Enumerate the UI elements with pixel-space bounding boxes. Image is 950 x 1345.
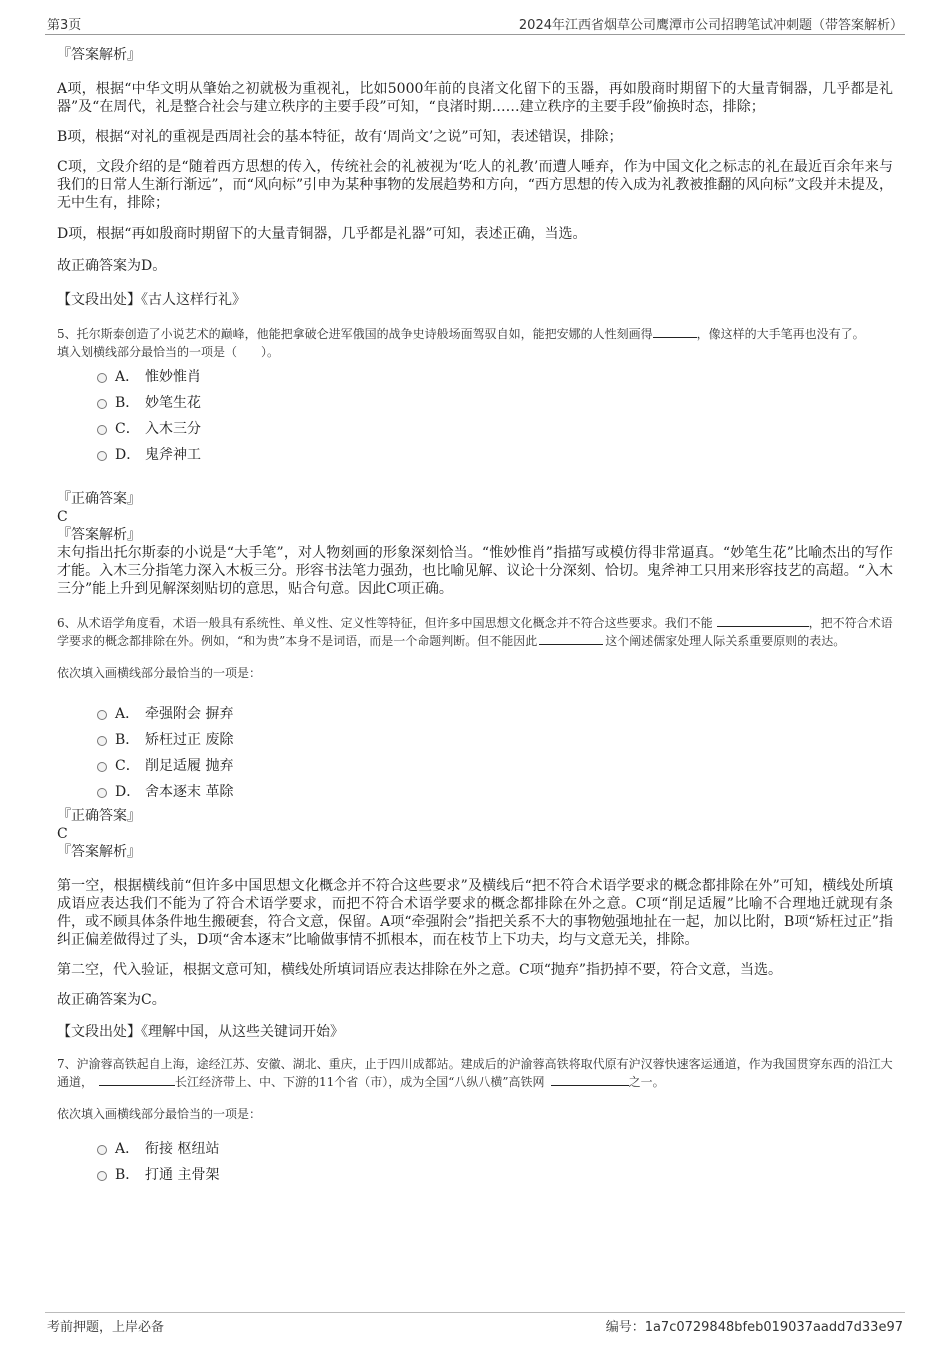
fill-blank [551, 1073, 629, 1086]
question-6-analysis-2: 第二空，代入验证，根据文意可知，横线处所填词语应表达排除在外之意。C项“抛弃”指扔掉不要，符合文意，当选。 [57, 962, 783, 978]
footer-slogan: 考前押题，上岸必备 [47, 1320, 165, 1335]
document-id: 编号：1a7c0729848bfeb019037aadd7d33e97 [605, 1320, 903, 1335]
fill-blank [99, 1073, 175, 1086]
radio-icon[interactable] [97, 762, 107, 772]
option-b[interactable]: B． 妙笔生花 [57, 390, 893, 416]
question-7-options [57, 1136, 893, 1188]
radio-icon[interactable] [97, 788, 107, 798]
analysis-paragraph-b: B项，根据“对礼的重视是西周社会的基本特征，故有‘周尚文’之说”可知，表述错误，排除； [57, 129, 623, 145]
document-title: 2024年江西省烟草公司鹰潭市公司招聘笔试冲刺题（带答案解析） [518, 18, 903, 33]
radio-icon[interactable] [97, 1171, 107, 1181]
question-7-instruction: 依次填入画横线部分最恰当的一项是： [57, 1107, 262, 1121]
analysis-paragraph-a: A项，根据“中华文明从肇始之初就极为重视礼，比如5000年前的良渚文化留下的玉器，再如殷商时期留下的大量青铜器，几乎都是礼器”及“在周代，礼是整合社会与建立秩序的主要手段”可知，“良渚时期……建立秩序的主要手段”偷换时态，排除； [57, 81, 893, 115]
question-5-options [57, 364, 893, 468]
question-6-stem: 6、从术语学角度看，术语一般具有系统性、单义性、定义性等特征，但许多中国思想文化概念并不符合这些要求。我们不能 ，把不符合术语学要求的概念都排除在外。例如，“和为贵”本身不是词语，而是一个命题判断。但不能因此 这个阐述儒家处理人际关系重要原则的表达。 [57, 616, 893, 648]
option-c[interactable]: C． 削足适履 抛弃 [57, 753, 893, 779]
option-d[interactable]: D． 鬼斧神工 [57, 442, 893, 468]
fill-blank [539, 632, 603, 645]
analysis-label: 『答案解析』 [57, 47, 141, 63]
correct-answer: C [57, 826, 68, 842]
question-5-stem: 5、托尔斯泰创造了小说艺术的巅峰，他能把拿破仑进军俄国的战争史诗般场面驾驭自如，能把安娜的人性刻画得 ，像这样的大手笔再也没有了。 [57, 327, 865, 341]
conclusion: 故正确答案为D。 [57, 258, 167, 274]
question-7-stem: 7、沪渝蓉高铁起自上海，途经江苏、安徽、湖北、重庆，止于四川成都站。建成后的沪渝蓉高铁将取代原有沪汉蓉快速客运通道，作为我国贯穿东西的沿江大通道， 长江经济带上、中、下游的11个省（市），成为全国“八纵八横”高铁网 之一。 [57, 1057, 893, 1089]
correct-answer-label: 『正确答案』 [57, 808, 141, 824]
radio-icon[interactable] [97, 373, 107, 383]
fill-blank [653, 325, 697, 338]
conclusion: 故正确答案为C。 [57, 992, 166, 1008]
page-header [45, 12, 905, 35]
radio-icon[interactable] [97, 1145, 107, 1155]
radio-icon[interactable] [97, 451, 107, 461]
option-d[interactable]: D． 舍本逐末 革除 [57, 779, 893, 805]
option-b[interactable]: B． 打通 主骨架 [57, 1162, 893, 1188]
radio-icon[interactable] [97, 425, 107, 435]
radio-icon[interactable] [97, 399, 107, 409]
document-body [57, 44, 893, 1188]
analysis-paragraph-d: D项，根据“再如殷商时期留下的大量青铜器，几乎都是礼器”可知，表述正确，当选。 [57, 226, 587, 242]
correct-answer-label: 『正确答案』 [57, 491, 141, 507]
page-footer [45, 1312, 905, 1337]
source-citation: 【文段出处】《古人这样行礼》 [57, 292, 246, 308]
analysis-paragraph-c: C项，文段介绍的是“随着西方思想的传入，传统社会的礼被视为‘吃人的礼教’而遭人唾弃，作为中国文化之标志的礼在最近百余年来与我们的日常人生渐行渐远”，而“风向标”引申为某种事物的发展趋势和方向，“西方思想的传入成为礼教被推翻的风向标”文段并未提及，无中生有，排除； [57, 159, 893, 211]
question-6-analysis-1: 第一空，根据横线前“但许多中国思想文化概念并不符合这些要求”及横线后“把不符合术语学要求的概念都排除在外”可知，横线处所填成语应表达我们不能为了符合术语学要求，而把不符合术语学要求的概念都排除在外之意。C项“削足适履”比喻不合理地迁就现有条件，或不顾具体条件地生搬硬套，符合文意，保留。A项“牵强附会”指把关系不大的事物勉强地扯在一起，加以比附，B项“矫枉过正”指纠正偏差做得过了头，D项“舍本逐末”比喻做事情不抓根本，而在枝节上下功夫，均与文意无关，排除。 [57, 878, 893, 948]
analysis-label: 『答案解析』 [57, 844, 141, 860]
option-a[interactable]: A． 惟妙惟肖 [57, 364, 893, 390]
radio-icon[interactable] [97, 710, 107, 720]
correct-answer: C [57, 509, 68, 525]
fill-blank [717, 614, 809, 627]
option-a[interactable]: A． 牵强附会 摒弃 [57, 701, 893, 727]
option-a[interactable]: A． 衔接 枢纽站 [57, 1136, 893, 1162]
option-b[interactable]: B． 矫枉过正 废除 [57, 727, 893, 753]
analysis-label: 『答案解析』 [57, 527, 141, 543]
question-5-analysis: 末句指出托尔斯泰的小说是“大手笔”，对人物刻画的形象深刻恰当。“惟妙惟肖”指描写或模仿得非常逼真。“妙笔生花”比喻杰出的写作才能。入木三分指笔力深入木板三分。形容书法笔力强劲，也比喻见解、议论十分深刻、恰切。鬼斧神工只用来形容技艺的高超。“入木三分”能上升到见解深刻贴切的意思，贴合句意。因此C项正确。 [57, 545, 893, 597]
question-6-options [57, 701, 893, 805]
page-number: 第3页 [47, 18, 82, 33]
question-5-instruction: 填入划横线部分最恰当的一项是（ ）。 [57, 345, 280, 359]
source-citation: 【文段出处】《理解中国，从这些关键词开始》 [57, 1024, 344, 1040]
option-c[interactable]: C． 入木三分 [57, 416, 893, 442]
radio-icon[interactable] [97, 736, 107, 746]
question-6-instruction: 依次填入画横线部分最恰当的一项是： [57, 666, 262, 680]
